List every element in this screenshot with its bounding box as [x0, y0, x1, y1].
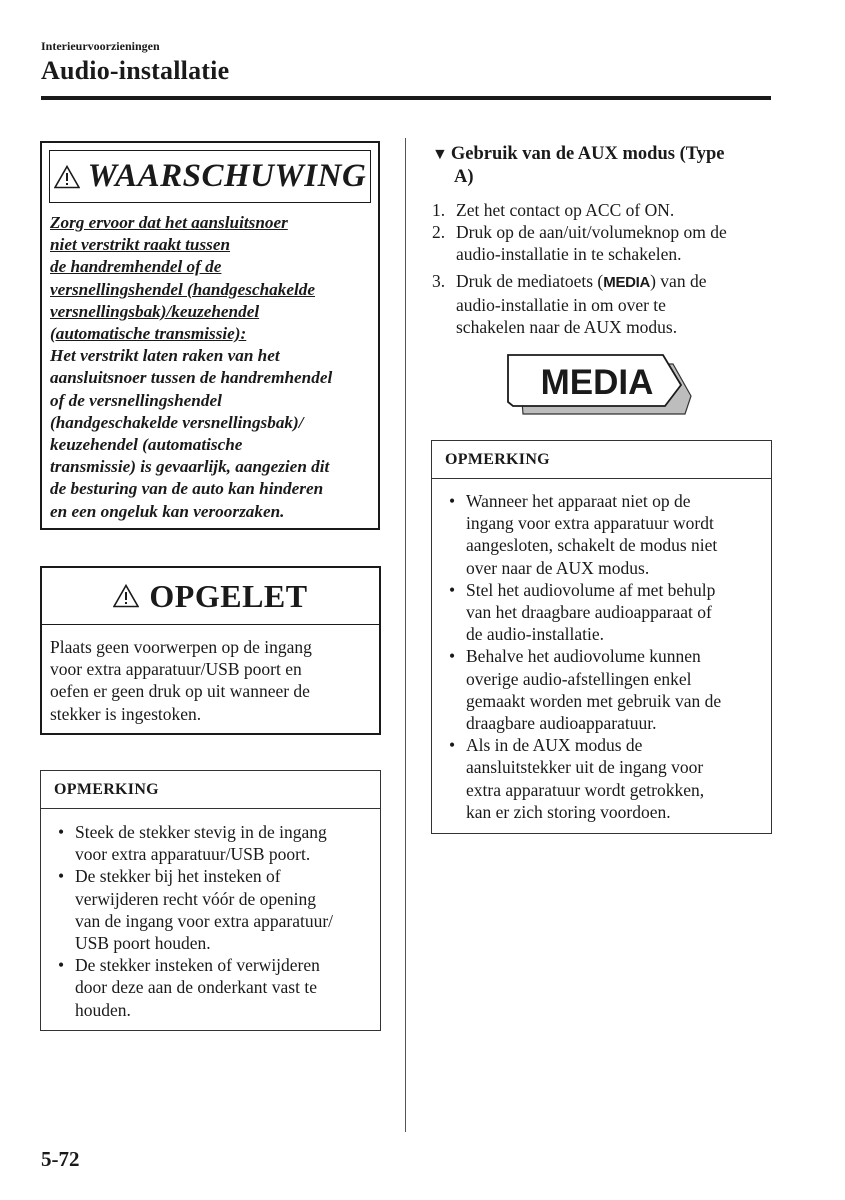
caution-title: OPGELET [149, 577, 308, 614]
bullet-icon: • [449, 579, 456, 600]
list-item [432, 490, 771, 579]
heading-line: Gebruik van de AUX modus (Type [450, 144, 725, 164]
page-title: Audio-installatie [41, 56, 230, 85]
text-line: overige audio-afstellingen enkel [466, 668, 692, 689]
bullet-icon: • [449, 646, 456, 667]
text-line: door deze aan de onderkant vast te [75, 977, 317, 998]
caution-header [42, 568, 379, 625]
caution-box [40, 566, 381, 735]
list-item [432, 734, 771, 823]
text-fragment: ) van de [650, 270, 707, 291]
text-line: audio-installatie in te schakelen. [456, 244, 682, 265]
text-line: draagbare audioapparatuur. [466, 713, 657, 734]
column-divider [405, 138, 406, 1132]
text-line: (automatische transmissie): [50, 324, 247, 344]
step-number: 2. [432, 222, 446, 243]
bullet-icon: • [58, 822, 65, 842]
aux-section-heading [432, 143, 724, 188]
text-line: voor extra apparatuur/USB poort en [50, 659, 302, 680]
note-title: OPMERKING [432, 441, 771, 479]
text-line: USB poort houden. [75, 933, 211, 954]
text-line: en een ongeluk kan veroorzaken. [50, 501, 285, 521]
text-line: Als in de AUX modus de [466, 735, 643, 756]
step-number: 3. [432, 270, 446, 291]
note-box-right [431, 440, 772, 834]
text-line: de handremhendel of de [50, 257, 222, 277]
caution-body [50, 636, 373, 725]
text-line: van de ingang voor extra apparatuur/ [75, 910, 334, 931]
text-line [456, 270, 727, 294]
list-item [432, 579, 771, 646]
media-key-inline: MEDIA [603, 273, 651, 291]
text-line: verwijderen recht vóór de opening [75, 888, 317, 909]
triangle-down-icon: ▼ [432, 146, 448, 163]
text-line: Druk op de aan/uit/volumeknop om de [456, 222, 727, 243]
text-line: De stekker bij het insteken of [75, 866, 281, 887]
text-line: Wanneer het apparaat niet op de [466, 491, 691, 511]
text-line: of de versnellingshendel [50, 390, 222, 410]
text-line: versnellingsbak)/keuzehendel [50, 301, 260, 321]
note-list [432, 490, 771, 823]
text-line: versnellingshendel (handgeschakelde [50, 279, 315, 299]
text-line: Behalve het audiovolume kunnen [466, 646, 701, 667]
step-item [432, 199, 727, 221]
text-line: extra apparatuur wordt getrokken, [466, 779, 705, 800]
text-line: schakelen naar de AUX modus. [456, 317, 678, 338]
bullet-icon: • [58, 955, 65, 976]
section-label: Interieurvoorzieningen [41, 39, 160, 53]
step-number: 1. [432, 200, 446, 220]
heading-line: A) [454, 167, 474, 187]
text-line: oefen er geen druk op uit wanneer de [50, 681, 310, 702]
page-number: 5-72 [41, 1147, 80, 1171]
text-line: transmissie) is gevaarlijk, aangezien dit [50, 457, 330, 477]
text-line: houden. [75, 999, 131, 1020]
text-line: over naar de AUX modus. [466, 557, 650, 578]
text-line: Steek de stekker stevig in de ingang [75, 822, 327, 842]
text-line: aangesloten, schakelt de modus niet [466, 535, 718, 556]
step-item [432, 221, 727, 265]
text-line: ingang voor extra apparatuur wordt [466, 513, 714, 534]
bullet-icon: • [449, 735, 456, 756]
list-item [41, 865, 380, 954]
list-item [41, 954, 380, 1021]
warning-triangle-icon [54, 165, 80, 189]
note-box-left [40, 770, 381, 1031]
text-line: keuzehendel (automatische [50, 435, 243, 455]
bullet-icon: • [449, 491, 456, 511]
text-line: De stekker insteken of verwijderen [75, 955, 320, 976]
text-line: (handgeschakelde versnellingsbak)/ [50, 412, 304, 432]
text-line: de besturing van de auto kan hinderen [50, 479, 324, 499]
text-line: aansluitsnoer tussen de handremhendel [50, 368, 333, 388]
warning-box [40, 141, 380, 530]
warning-title: WAARSCHUWING [87, 158, 367, 194]
text-line: van het draagbare audioapparaat of [466, 602, 712, 623]
text-line: audio-installatie in om over te [456, 294, 666, 315]
text-line: de audio-installatie. [466, 624, 605, 645]
text-line: stekker is ingestoken. [50, 703, 202, 724]
warning-body [50, 212, 372, 523]
warning-underlined-text [50, 212, 372, 345]
note-list [41, 821, 380, 1021]
media-button-label: MEDIA [540, 363, 654, 402]
media-button-illustration [505, 352, 695, 418]
text-line: niet verstrikt raakt tussen [50, 235, 231, 255]
text-line: Zet het contact op ACC of ON. [456, 200, 675, 220]
text-line: Plaats geen voorwerpen op de ingang [50, 637, 312, 657]
text-line: Het verstrikt laten raken van het [50, 346, 280, 366]
text-line: kan er zich storing voordoen. [466, 801, 671, 822]
step-item [432, 270, 727, 339]
steps-list [432, 199, 727, 338]
list-item [41, 821, 380, 865]
list-item [432, 645, 771, 734]
warning-header [49, 150, 371, 203]
text-line: Stel het audiovolume af met behulp [466, 579, 716, 600]
warning-triangle-icon [113, 584, 139, 608]
note-title: OPMERKING [41, 771, 380, 809]
text-line: gemaakt worden met gebruik van de [466, 690, 722, 711]
text-fragment: Druk de mediatoets ( [456, 270, 604, 291]
text-line: aansluitstekker uit de ingang voor [466, 757, 704, 778]
text-line: voor extra apparatuur/USB poort. [75, 844, 311, 865]
bullet-icon: • [58, 866, 65, 887]
text-line: Zorg ervoor dat het aansluitsnoer [50, 213, 288, 232]
title-rule [41, 96, 771, 100]
